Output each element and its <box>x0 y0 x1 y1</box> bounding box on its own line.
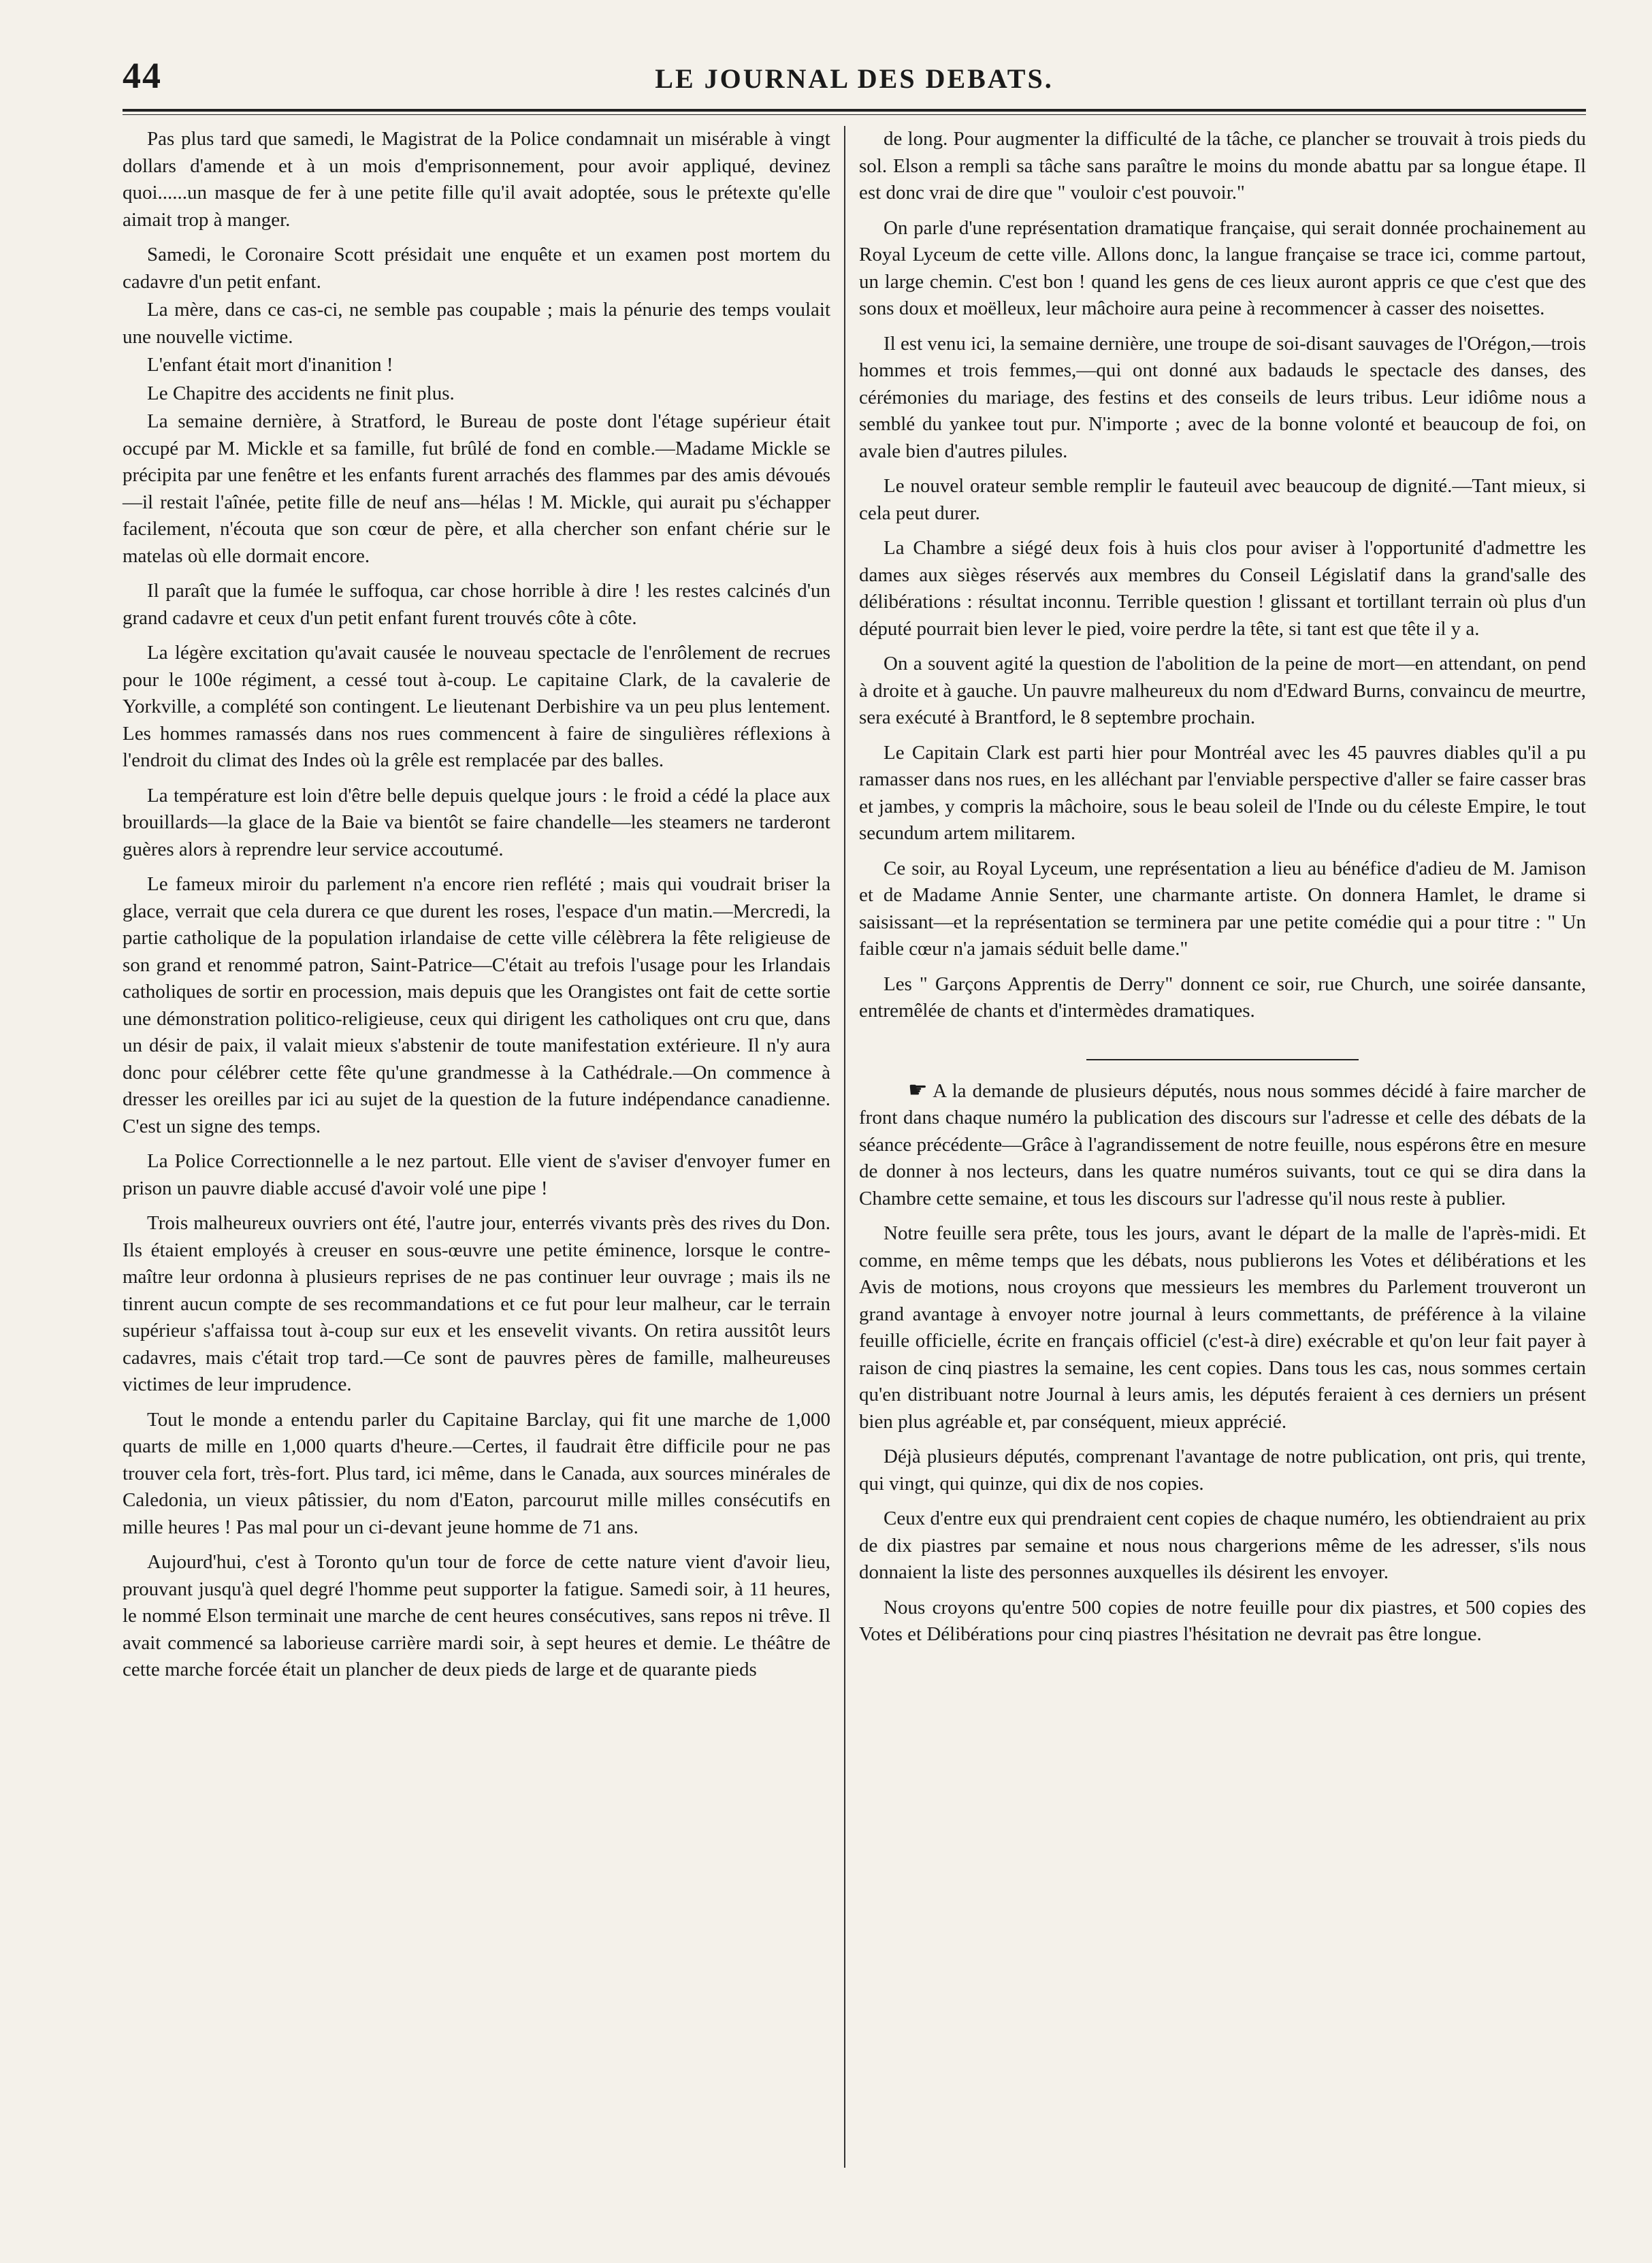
article-paragraph: La Chambre a siégé deux fois à huis clos pour aviser à l'opportunité d'admettre les dames aux sièges réservés aux membres du Conseil Législatif dans la grand'salle des délibérations : résultat inconnu. Terrible question ! glissant et tortillant terrain où plus d'un député pourrait bien lever le pied, voire perdre la tête, si tant est que tête il y a. <box>859 537 1586 640</box>
article-paragraph: Le nouvel orateur semble remplir le fauteuil avec beaucoup de dignité.—Tant mieux, si cela peut durer. <box>859 475 1586 524</box>
notice-paragraph: Notre feuille sera prête, tous les jours, avant le départ de la malle de l'après-midi. Et comme, en même temps que les débats, nous publierons les Votes et délibérations et les Avis de motions, nous croyons que messieurs les membres du Parlement trouveront un grand avantage à envoyer notre journal à leurs commettants, de préférence à la vilaine feuille officielle, écrite en français officiel (c'est-à dire) exécrable et qu'on leur fait payer à raison de cinq piastres la semaine, les cent copies. Dans tous les cas, nous sommes certain qu'en distribuant notre Journal à leurs amis, les députés feraient à ces derniers un présent bien plus agréable et, par conséquent, mieux apprécié. <box>859 1222 1586 1433</box>
pointing-hand-icon: ☛ <box>908 1077 928 1102</box>
article-paragraph: de long. Pour augmenter la difficulté de la tâche, ce plancher se trouvait à trois pieds du sol. Elson a rempli sa tâche sans paraître le moins du monde abattu par sa longue étape. Il est donc vrai de dire que " vouloir c'est pouvoir." <box>859 128 1586 203</box>
article-paragraph: L'enfant était mort d'inanition ! <box>147 354 393 376</box>
article-paragraph: La température est loin d'être belle depuis quelque jours : le froid a cédé la place aux brouillards—la glace de la Baie va bientôt se faire chandelle—les steamers ne tarderont guères alors à reprendre leur service accoutumé. <box>123 784 830 860</box>
notice-paragraph <box>859 1077 1586 1213</box>
article-paragraph: Trois malheureux ouvriers ont été, l'autre jour, enterrés vivants près des rives du Don. Ils étaient employés à creuser en sous-œuvre une petite éminence, lorsque le contre-maître leur ordonna à plusieurs reprises de ne pas continuer leur ouvrage ; mais ils ne tinrent aucun compte de ses recommandations et ce fut pour leur malheur, car le terrain supérieur s'affaissa tout à-coup sur eux et les ensevelit vivants. On retira aussitôt leurs cadavres, mais c'était trop tard.—Ce sont de pauvres pères de famille, malheureuses victimes de leur imprudence. <box>123 1212 830 1395</box>
notice-paragraph: Ceux d'entre eux qui prendraient cent copies de chaque numéro, les obtiendraient au prix de dix piastres par semaine et nous nous chargerions même de les adresser, s'ils nous donnaient la liste des personnes auxquelles ils désirent les envoyer. <box>859 1508 1586 1583</box>
newspaper-title: LE JOURNAL DES DEBATS. <box>655 63 1054 94</box>
article-paragraph: On a souvent agité la question de l'abolition de la peine de mort—en attendant, on pend à droite et à gauche. Un pauvre malheureux du nom d'Edward Burns, convaincu de meurtre, sera exécuté à Brantford, le 8 septembre prochain. <box>859 653 1586 728</box>
section-separator <box>1086 1059 1359 1060</box>
left-column <box>123 126 830 1692</box>
article-paragraph: Le Capitain Clark est parti hier pour Montréal avec les 45 pauvres diables qu'il a pu ramasser dans nos rues, en les alléchant par l'enviable perspective d'aller se faire casser bras et jambes, y compris la mâchoire, sous le beau soleil de l'Inde ou du céleste Empire, le tout secundum artem militarem. <box>859 741 1586 844</box>
notice-paragraph: Déjà plusieurs députés, comprenant l'avantage de notre publication, ont pris, qui trente, qui vingt, qui quinze, qui dix de nos copies. <box>859 1446 1586 1495</box>
article-paragraph: Samedi, le Coronaire Scott présidait une enquête et un examen post mortem du cadavre d'un petit enfant. <box>123 244 830 293</box>
article-paragraph: Tout le monde a entendu parler du Capitaine Barclay, qui fit une marche de 1,000 quarts de mille en 1,000 quarts d'heure.—Certes, il faudrait être difficile pour ne pas trouver cela fort, très-fort. Plus tard, ici même, dans le Canada, aux sources minérales de Caledonia, un vieux pâtissier, du nom d'Eaton, parcourut mille milles consécutifs en mille heures ! Pas mal pour un ci-devant jeune homme de 71 ans. <box>123 1408 830 1538</box>
article-paragraph: Ce soir, au Royal Lyceum, une représentation a lieu au bénéfice d'adieu de M. Jamison et de Madame Annie Senter, une charmante artiste. On donnera Hamlet, le drame si saisissant—et la représentation se terminera par une petite comédie qui a pour titre : " Un faible cœur n'a jamais séduit belle dame." <box>859 857 1586 960</box>
article-paragraph: On parle d'une représentation dramatique française, qui serait donnée prochainement au Royal Lyceum de cette ville. Allons donc, la langue française se trace ici, comme partout, un large chemin. C'est bon ! quand les gens de ces lieux auront appris ce que c'est que des sons doux et moëlleux, leur mâchoire aura peine à recommencer à casser des noisettes. <box>859 216 1586 319</box>
article-paragraph: Pas plus tard que samedi, le Magistrat de la Police condamnait un misérable à vingt dollars d'amende et à un mois d'emprisonnement, pour avoir appliqué, devinez quoi......un masque de fer à une petite fille qu'il avait adoptée, sous le prétexte qu'elle aimait trop à manger. <box>123 128 830 231</box>
article-paragraph: Le fameux miroir du parlement n'a encore rien reflété ; mais qui voudrait briser la glace, verrait que cela durera ce que durent les roses, l'espace d'un matin.—Mercredi, la partie catholique de la population irlandaise de cette ville célèbrera la fête religieuse de son grand et renommé patron, Saint-Patrice—C'était au trefois l'usage pour les Irlandais catholiques de sortir en procession, mais depuis que les Orangistes ont fait de cette sortie une démonstration politico-religieuse, ceux qui dirigent les catholiques ont cru que, dans un désir de paix, il valait mieux s'abstenir de toute manifestation extérieure. Il n'y aura donc pour célébrer cette fête qu'une grandmesse à la Cathédrale.—On commence à dresser les oreilles par ici au sujet de la question de la future indépendance canadienne. C'est un signe des temps. <box>123 873 830 1137</box>
notice-paragraph: Nous croyons qu'entre 500 copies de notre feuille pour dix piastres, et 500 copies des Votes et Délibérations pour cinq piastres l'hésitation ne devrait pas être longue. <box>859 1596 1586 1645</box>
article-paragraph: Le Chapitre des accidents ne finit plus. <box>147 382 455 404</box>
article-paragraph: Il est venu ici, la semaine dernière, une troupe de soi-disant sauvages de l'Orégon,—trois hommes et trois femmes,—qui ont donné aux badauds le spectacle des danses, des cérémonies du mariage, des festins et des conseils de leurs tribus. Leur idiôme nous a semblé du yankee tout pur. N'importe ; avec de la bonne volonté et beaucoup de foi, on avale bien d'autres pilules. <box>859 332 1586 462</box>
column-divider <box>844 126 845 2168</box>
article-paragraph: La semaine dernière, à Stratford, le Bureau de poste dont l'étage supérieur était occupé par M. Mickle et sa famille, fut brûlé de fond en comble.—Madame Mickle se précipita par une fenêtre et les enfants furent arrachés des flammes par des amis dévoués—il restait l'aînée, petite fille de neuf ans—hélas ! M. Mickle, qui aurait pu s'échapper facilement, n'écouta que son cœur de père, et alla chercher son enfant chérie sur le matelas où elle dormait encore. <box>123 410 830 567</box>
article-paragraph: La légère excitation qu'avait causée le nouveau spectacle de l'enrôlement de recrues pour le 100e régiment, a cessé tout à-coup. Le capitaine Clark, de la cavalerie de Yorkville, a complété son contingent. Le lieutenant Derbishire va un peu plus lentement. Les hommes ramassés dans nos rues commencent à faire de singulières réflexions à l'endroit du climat des Indes où la grêle est remplacée par des balles. <box>123 642 830 771</box>
right-column <box>859 126 1586 1657</box>
article-paragraph: La mère, dans ce cas-ci, ne semble pas coupable ; mais la pénurie des temps voulait une nouvelle victime. <box>123 299 830 348</box>
page-header <box>123 54 1586 102</box>
article-paragraph: La Police Correctionnelle a le nez partout. Elle vient de s'aviser d'envoyer fumer en prison un pauvre diable accusé d'avoir volé une pipe ! <box>123 1150 830 1199</box>
page-number: 44 <box>123 55 162 96</box>
header-rule-thin <box>123 114 1586 115</box>
article-paragraph: Les " Garçons Apprentis de Derry" donnent ce soir, rue Church, une soirée dansante, entremêlée de chants et d'intermèdes dramatiques. <box>859 973 1586 1022</box>
notice-text: A la demande de plusieurs députés, nous nous sommes décidé à faire marcher de front dans chaque numéro la publication des discours sur l'adresse et celle des débats de la séance précédente—Grâce à l'agrandissement de notre feuille, nous espérons être en mesure de donner à nos lecteurs, dans les quatre numéros suivants, tout ce qui se dira dans la Chambre cette semaine, et tous les discours sur l'adresse qu'il nous reste à publier. <box>859 1079 1586 1209</box>
article-paragraph: Aujourd'hui, c'est à Toronto qu'un tour de force de cette nature vient d'avoir lieu, prouvant jusqu'à quel degré l'homme peut supporter la fatigue. Samedi soir, à 11 heures, le nommé Elson terminait une marche de cent heures consécutives, sans repos ni trêve. Il avait commencé sa laborieuse carrière mardi soir, à sept heures et demie. Le théâtre de cette marche forcée était un plancher de deux pieds de large et de quarante pieds <box>123 1551 830 1680</box>
header-rule <box>123 109 1586 112</box>
article-paragraph: Il paraît que la fumée le suffoqua, car chose horrible à dire ! les restes calcinés d'un grand cadavre et ceux d'un petit enfant furent trouvés côte à côte. <box>123 580 830 629</box>
